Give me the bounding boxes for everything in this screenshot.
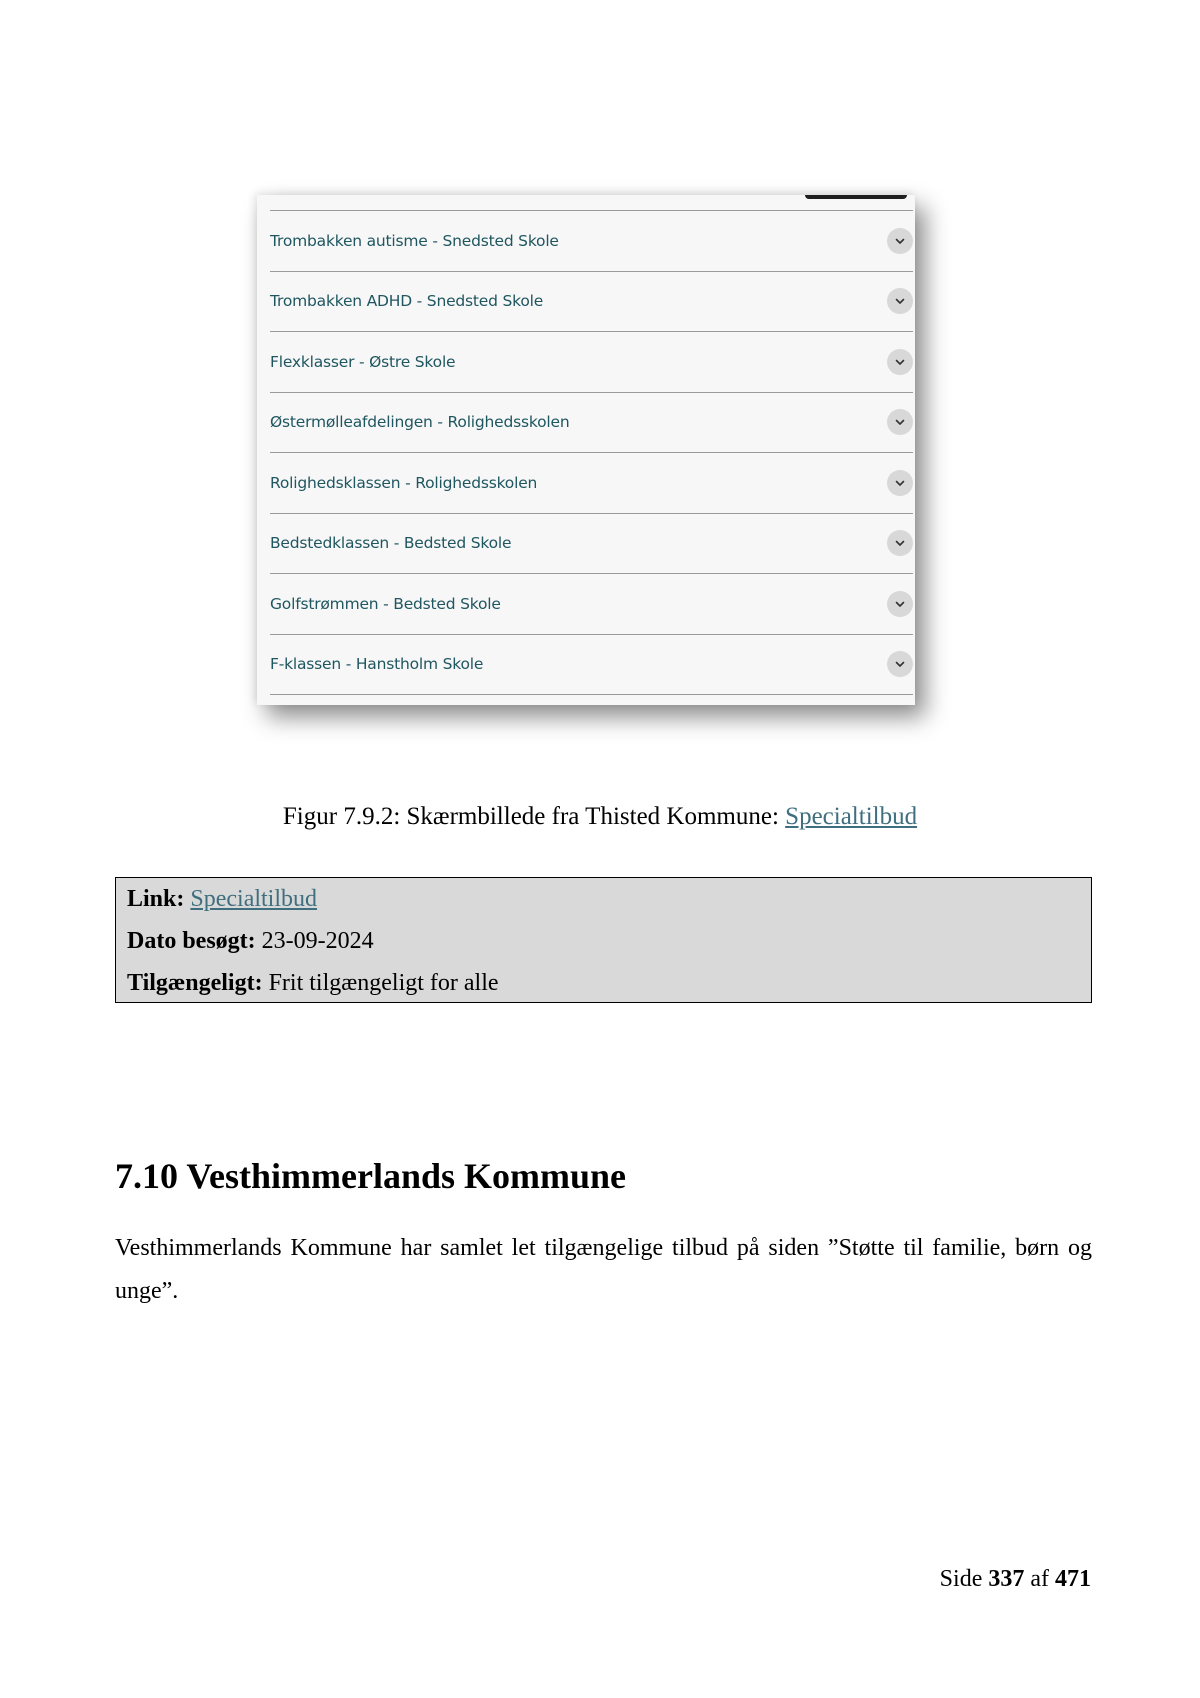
accordion-item-label: Flexklasser - Østre Skole [270,352,456,371]
chevron-down-icon[interactable] [887,470,913,496]
chevron-down-icon[interactable] [887,349,913,375]
accordion-item[interactable] [270,332,913,393]
chevron-down-icon[interactable] [887,651,913,677]
accordion-item[interactable] [270,453,913,514]
info-link[interactable]: Specialtilbud [190,886,318,912]
accordion-item-label: Bedstedklassen - Bedsted Skole [270,534,512,553]
accordion-list [270,210,913,695]
chevron-down-icon[interactable] [887,409,913,435]
footer-page: 337 [988,1566,1025,1592]
info-link-label: Link: [127,886,185,912]
info-date-value: 23-09-2024 [261,928,374,954]
accordion-item-label: Rolighedsklassen - Rolighedsskolen [270,473,538,492]
page-number [940,1566,1091,1593]
accordion-item[interactable] [270,211,913,272]
accordion-item-label: Golfstrømmen - Bedsted Skole [270,594,501,613]
accordion-item[interactable] [270,393,913,454]
accordion-item[interactable] [270,574,913,635]
caption-text: Figur 7.9.2: Skærmbillede fra Thisted Kommune: [282,803,786,830]
screenshot-top-button [805,195,907,199]
footer-prefix: Side [939,1566,983,1592]
accordion-item[interactable] [270,514,913,575]
info-box [115,877,1092,1003]
info-row-access [127,962,1080,1004]
accordion-item-label: Trombakken ADHD - Snedsted Skole [270,292,544,311]
info-row-date [127,920,1080,962]
figure-caption [0,803,1200,831]
info-access-value: Frit tilgængeligt for alle [268,970,499,996]
chevron-down-icon[interactable] [887,591,913,617]
footer-total: 471 [1055,1566,1091,1592]
caption-link[interactable]: Specialtilbud [785,803,918,830]
chevron-down-icon[interactable] [887,228,913,254]
accordion-item[interactable] [270,272,913,333]
section-heading: 7.10 Vesthimmerlands Kommune [115,1156,627,1196]
accordion-item-label: Østermølleafdelingen - Rolighedsskolen [270,413,570,432]
info-row-link [127,878,1080,920]
section-paragraph: Vesthimmerlands Kommune har samlet let tilgængelige tilbud på siden ”Støtte til familie, børn og unge”. [115,1235,1092,1304]
accordion-item[interactable] [270,635,913,696]
info-access-label: Tilgængeligt: [127,970,263,996]
footer-middle: af [1030,1566,1049,1592]
chevron-down-icon[interactable] [887,288,913,314]
chevron-down-icon[interactable] [887,530,913,556]
screenshot-figure [257,195,915,705]
accordion-item-label: Trombakken autisme - Snedsted Skole [270,231,559,250]
accordion-item-label: F-klassen - Hanstholm Skole [270,655,484,674]
info-date-label: Dato besøgt: [127,928,256,954]
